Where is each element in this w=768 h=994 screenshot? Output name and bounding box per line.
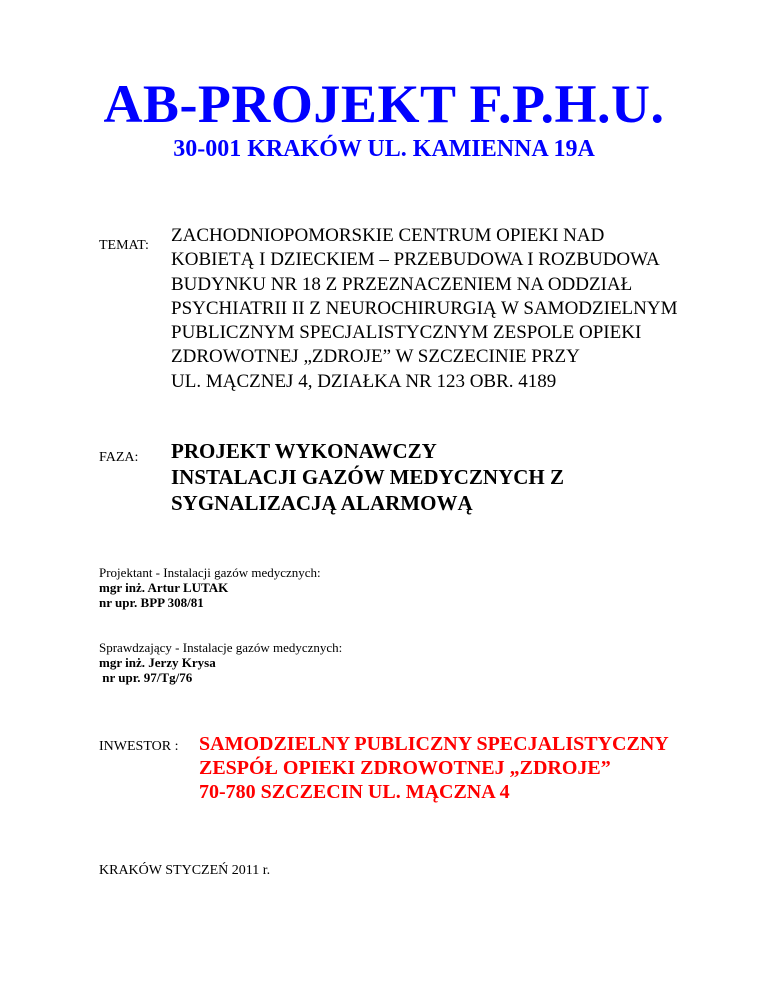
temat-text (171, 224, 678, 394)
faza-line-1: PROJEKT WYKONAWCZY (171, 439, 437, 463)
temat-line-1: ZACHODNIOPOMORSKIE CENTRUM OPIEKI NAD (171, 225, 605, 246)
temat-line-5: PUBLICZNYM SPECJALISTYCZNYM ZESPOLE OPIEKI (171, 322, 642, 344)
temat-line-6: ZDROWOTNEJ „ZDROJE” W SZCZECINIE PRZY (171, 346, 580, 368)
temat-line-2: KOBIETĄ I DZIECKIEM – PRZEBUDOWA I ROZBUDOWA (171, 249, 660, 271)
company-name: AB-PROJEKT F.P.H.U. (103, 74, 665, 134)
company-address: 30-001 KRAKÓW UL. KAMIENNA 19A (173, 136, 595, 162)
temat-line-3: BUDYNKU NR 18 Z PRZEZNACZENIEM NA ODDZIAŁ (171, 273, 633, 295)
projektant-license: nr upr. BPP 308/81 (99, 595, 204, 610)
inwestor-line-1: SAMODZIELNY PUBLICZNY SPECJALISTYCZNY (199, 733, 669, 755)
faza-line-3: SYGNALIZACJĄ ALARMOWĄ (171, 491, 473, 515)
temat-label: TEMAT: (99, 238, 149, 253)
sprawdzajacy-block (99, 640, 342, 685)
projektant-role: Projektant - Instalacji gazów medycznych: (99, 565, 321, 580)
temat-line-7: UL. MĄCZNEJ 4, DZIAŁKA NR 123 OBR. 4189 (171, 370, 557, 392)
inwestor-line-3: 70-780 SZCZECIN UL. MĄCZNA 4 (199, 781, 510, 803)
sprawdzajacy-role: Sprawdzający - Instalacje gazów medycznych: (99, 640, 343, 655)
sprawdzajacy-name: mgr inż. Jerzy Krysa (99, 655, 216, 670)
faza-label: FAZA: (99, 450, 139, 465)
inwestor-text (199, 732, 669, 804)
faza-text (171, 438, 564, 516)
sprawdzajacy-license: nr upr. 97/Tg/76 (99, 670, 193, 685)
temat-line-4: PSYCHIATRII II Z NEUROCHIRURGIĄ W SAMODZIELNYM (171, 297, 678, 319)
projektant-name: mgr inż. Artur LUTAK (99, 580, 229, 595)
projektant-block (99, 565, 321, 610)
place-date: KRAKÓW STYCZEŃ 2011 r. (99, 863, 271, 878)
faza-line-2: INSTALACJI GAZÓW MEDYCZNYCH Z (171, 465, 565, 489)
inwestor-line-2: ZESPÓŁ OPIEKI ZDROWOTNEJ „ZDROJE” (199, 757, 611, 779)
inwestor-label: INWESTOR : (99, 739, 179, 754)
